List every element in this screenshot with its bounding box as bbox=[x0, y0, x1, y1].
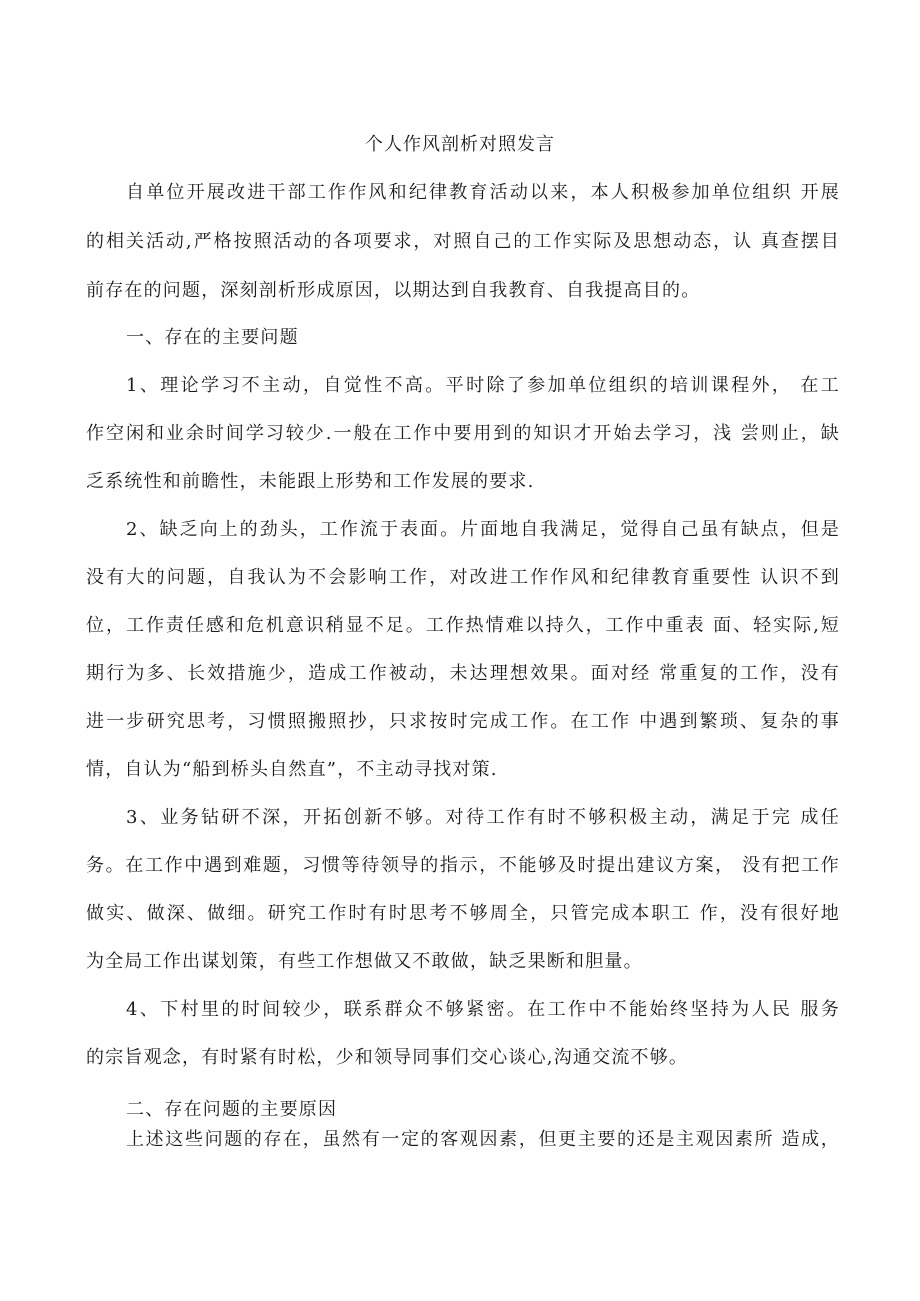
document-title: 个人作风剖析对照发言 bbox=[365, 134, 555, 155]
paragraph-line: 的宗旨观念，有时紧有时松，少和领导同事们交心谈心,沟通交流不够。 bbox=[86, 1047, 689, 1068]
paragraph-line: 上述这些问题的存在，虽然有一定的客观因素，但更主要的还是主观因素所 造成， bbox=[126, 1129, 840, 1150]
paragraph-line: 位，工作责任感和危机意识稍显不足。工作热情难以持久，工作中重表 面、轻实际,短 bbox=[86, 615, 840, 636]
paragraph-line: 的相关活动,严格按照活动的各项要求，对照自己的工作实际及思想动态，认 真查摆目 bbox=[86, 231, 840, 252]
paragraph-line: 务。在工作中遇到难题，习惯等待领导的指示，不能够及时提出建议方案， 没有把工作 bbox=[86, 855, 840, 876]
paragraph-line: 进一步研究思考，习惯照搬照抄，只求按时完成工作。在工作 中遇到繁琐、复杂的事 bbox=[86, 711, 840, 732]
paragraph-line: 作空闲和业余时间学习较少.一般在工作中要用到的知识才开始去学习，浅 尝则止，缺 bbox=[86, 423, 840, 444]
paragraph-line: 1、理论学习不主动，自觉性不高。平时除了参加单位组织的培训课程外， 在工 bbox=[126, 375, 840, 396]
section-heading: 二、存在问题的主要原因 bbox=[126, 1099, 338, 1120]
section-heading: 一、存在的主要问题 bbox=[126, 327, 299, 348]
paragraph-line: 没有大的问题，自我认为不会影响工作，对改进工作作风和纪律教育重要性 认识不到 bbox=[86, 567, 840, 588]
paragraph-line: 3、业务钻研不深，开拓创新不够。对待工作有时不够积极主动，满足于完 成任 bbox=[126, 807, 840, 828]
paragraph-line: 自单位开展改进干部工作作风和纪律教育活动以来，本人积极参加单位组织 开展 bbox=[126, 182, 840, 203]
paragraph-line: 情，自认为“船到桥头自然直”，不主动寻找对策. bbox=[86, 759, 498, 780]
paragraph-line: 乏系统性和前瞻性，未能跟上形势和工作发展的要求. bbox=[86, 471, 535, 492]
paragraph-line: 4、下村里的时间较少，联系群众不够紧密。在工作中不能始终坚持为人民 服务 bbox=[126, 999, 840, 1020]
paragraph-line: 前存在的问题，深刻剖析形成原因，以期达到自我教育、自我提高目的。 bbox=[86, 280, 701, 301]
paragraph-line: 2、缺乏向上的劲头，工作流于表面。片面地自我满足，觉得自己虽有缺点，但是 bbox=[126, 519, 840, 540]
paragraph-line: 期行为多、长效措施少，造成工作被动，未达理想效果。面对经 常重复的工作，没有 bbox=[86, 663, 840, 684]
paragraph-line: 做实、做深、做细。研究工作时有时思考不够周全，只管完成本职工 作，没有很好地 bbox=[86, 903, 840, 924]
paragraph-line: 为全局工作出谋划策，有些工作想做又不敢做，缺乏果断和胆量。 bbox=[86, 951, 643, 972]
